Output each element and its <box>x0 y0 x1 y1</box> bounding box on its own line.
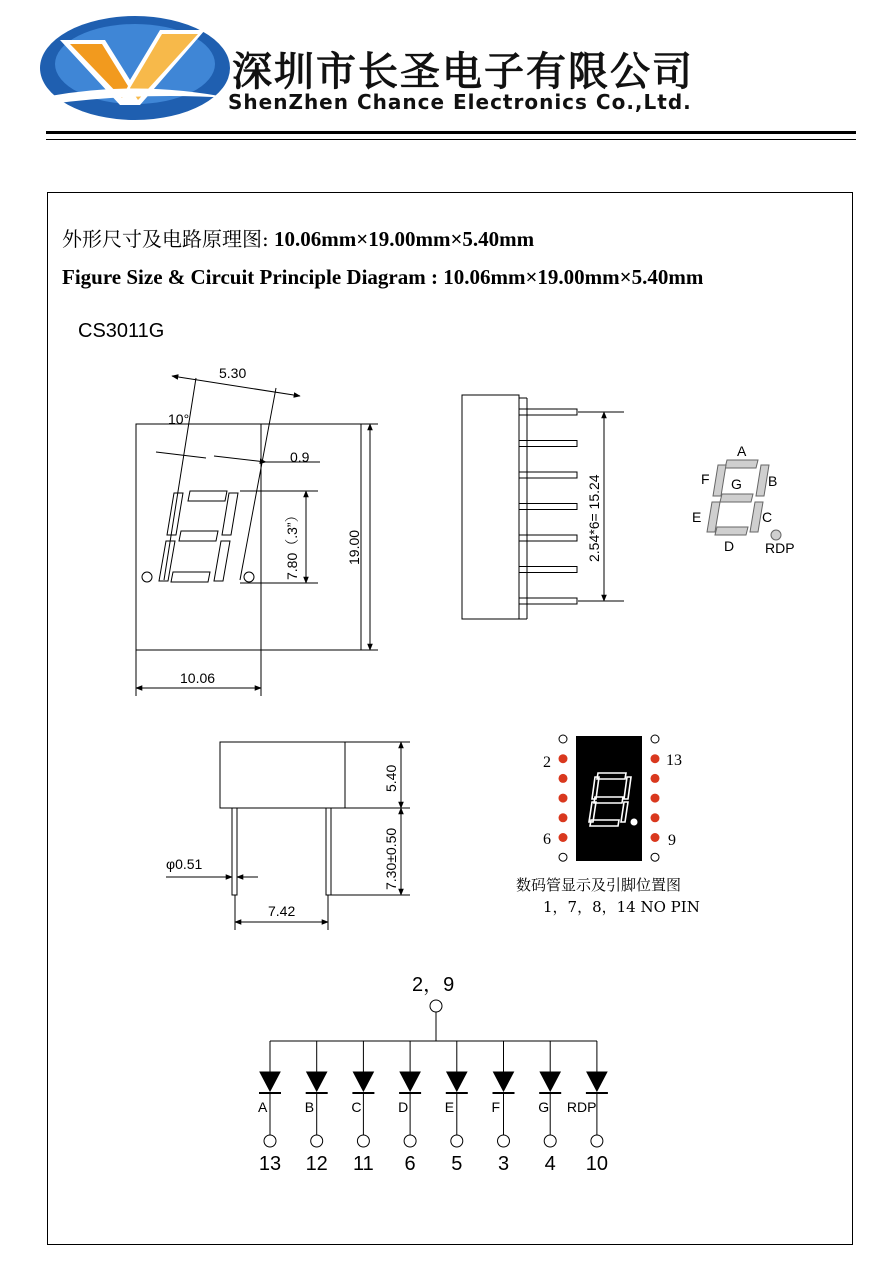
side-pin <box>519 441 577 447</box>
pin-dot <box>651 774 660 783</box>
front-dp-right <box>244 572 254 582</box>
circuit-diagram <box>259 1000 608 1147</box>
diode-e <box>447 1072 467 1091</box>
side-pin <box>519 472 577 478</box>
pin-number: 3 <box>497 1153 510 1175</box>
diode-c <box>353 1072 373 1091</box>
pin-dot <box>559 754 568 763</box>
slant-line-left <box>164 378 196 580</box>
side-pins <box>519 409 577 604</box>
diode-b <box>307 1072 327 1091</box>
pin-terminal <box>591 1135 603 1147</box>
pin-terminal <box>544 1135 556 1147</box>
segment-label: F <box>491 1099 501 1115</box>
pin-dot-nopin <box>559 735 567 743</box>
segmap-label-b: B <box>768 473 778 489</box>
bottom-view <box>166 742 410 930</box>
pin-label-2: 2 <box>543 754 551 771</box>
side-pin <box>519 409 577 415</box>
pin-dot-nopin <box>651 735 659 743</box>
pin-dot <box>651 754 660 763</box>
pin-position-diagram <box>559 735 660 861</box>
front-dp-left <box>142 572 152 582</box>
dim-width-label: 10.06 <box>180 670 216 686</box>
segmap-label-g: G <box>731 476 742 492</box>
front-seg-d <box>171 572 210 582</box>
segmap-label-f: F <box>701 471 710 487</box>
bottom-body-outline <box>220 742 345 808</box>
diode-g <box>540 1072 560 1091</box>
segmap-d <box>715 527 748 535</box>
segmap-a <box>725 460 758 468</box>
pin-number: 4 <box>544 1153 556 1175</box>
angle-line <box>156 452 206 458</box>
pin-number: 11 <box>353 1153 374 1175</box>
front-seg-g <box>179 531 218 541</box>
pin-number: 10 <box>585 1153 609 1175</box>
dim-seg-label: 0.9 <box>290 449 310 465</box>
title-cn-dims: 10.06mm×19.00mm×5.40mm <box>268 227 535 251</box>
left-pin-column <box>559 735 568 861</box>
segmap-label-e: E <box>692 509 702 525</box>
front-seg-a <box>188 491 227 501</box>
pin-dot <box>651 813 660 822</box>
bottom-pin-left <box>232 808 237 895</box>
pin-dot-nopin <box>651 853 659 861</box>
segmap-label-a: A <box>737 443 747 459</box>
no-pin-note: 1，7，8，14 NO PIN <box>543 898 700 916</box>
pin-dot <box>651 833 660 842</box>
front-seg-c <box>214 541 230 581</box>
display-package <box>576 736 642 861</box>
dim-height-label: 19.00 <box>346 529 362 565</box>
pin-terminal <box>451 1135 463 1147</box>
pin-label-9: 9 <box>668 832 676 849</box>
pin-label-13: 13 <box>666 752 682 769</box>
pin-number: 12 <box>305 1153 328 1175</box>
side-body-outline <box>462 395 519 619</box>
circuit-labels <box>258 1099 608 1175</box>
dim-digit-label: 7.80（.3”） <box>284 508 300 580</box>
pin-dot <box>559 833 568 842</box>
diode-d <box>400 1072 420 1091</box>
right-pin-column <box>651 735 660 861</box>
segment-label: RDP <box>566 1099 597 1115</box>
segment-label: C <box>351 1099 362 1115</box>
segmap-g <box>720 494 753 502</box>
slant-line-right <box>240 388 276 580</box>
segmap-f <box>713 465 726 496</box>
pin-terminal <box>264 1135 276 1147</box>
dim-body-label: 5.40 <box>383 764 399 792</box>
dim-pinlen-label: 7.30±0.50 <box>383 827 399 890</box>
segment-label: A <box>258 1099 268 1115</box>
pin-dot <box>651 794 660 803</box>
segmap-dp <box>771 530 781 540</box>
pin-number: 6 <box>404 1153 416 1175</box>
dim-seg-line-a <box>214 456 266 462</box>
side-pin <box>519 567 577 573</box>
circuit-branches <box>259 1041 608 1147</box>
common-terminal <box>430 1000 442 1012</box>
dim-top-label: 5.30 <box>219 365 247 381</box>
side-pin <box>519 504 577 510</box>
segment-label: D <box>398 1099 409 1115</box>
title-cn-prefix: 外形尺寸及电路原理图: <box>62 227 269 251</box>
company-name-cn: 深圳市长圣电子有限公司 <box>232 49 694 95</box>
pin-terminal <box>357 1135 369 1147</box>
pin-label-6: 6 <box>543 831 551 848</box>
diode-f <box>494 1072 514 1091</box>
front-seg-b <box>222 493 238 535</box>
segmap-label-c: C <box>762 509 773 525</box>
pin-number: 13 <box>258 1153 282 1175</box>
model-number: CS3011G <box>78 320 165 342</box>
segment-map <box>707 460 781 540</box>
pin-terminal <box>404 1135 416 1147</box>
pin-dot <box>559 794 568 803</box>
segmap-label-rdp: RDP <box>765 540 795 556</box>
common-pin-label: 2，9 <box>412 974 455 996</box>
pin-dot <box>559 774 568 783</box>
front-seg-f <box>167 493 183 535</box>
display-dp <box>631 819 638 826</box>
angle-label: 10° <box>168 411 190 427</box>
bottom-pin-right <box>326 808 331 895</box>
pin-diagram-caption: 数码管显示及引脚位置图 <box>516 876 682 894</box>
pin-number: 5 <box>451 1153 463 1175</box>
company-name-en: ShenZhen Chance Electronics Co.,Ltd. <box>228 90 692 114</box>
title-en: Figure Size & Circuit Principle Diagram : 10.06mm×19.00mm×5.40mm <box>62 265 704 289</box>
side-pin <box>519 535 577 541</box>
segment-label: B <box>304 1099 315 1115</box>
pitch-label: 2.54*6= 15.24 <box>586 474 602 562</box>
pin-dot <box>559 813 568 822</box>
segment-label: G <box>538 1099 550 1115</box>
pin-terminal <box>311 1135 323 1147</box>
side-pin <box>519 598 577 604</box>
diode-a <box>260 1072 280 1091</box>
dim-span-label: 7.42 <box>268 903 296 919</box>
pin-terminal <box>498 1135 510 1147</box>
pin-dot-nopin <box>559 853 567 861</box>
segment-label: E <box>444 1099 455 1115</box>
diode-rdp <box>587 1072 607 1091</box>
segmap-label-d: D <box>724 538 735 554</box>
dim-dia-label: φ0.51 <box>166 856 203 872</box>
